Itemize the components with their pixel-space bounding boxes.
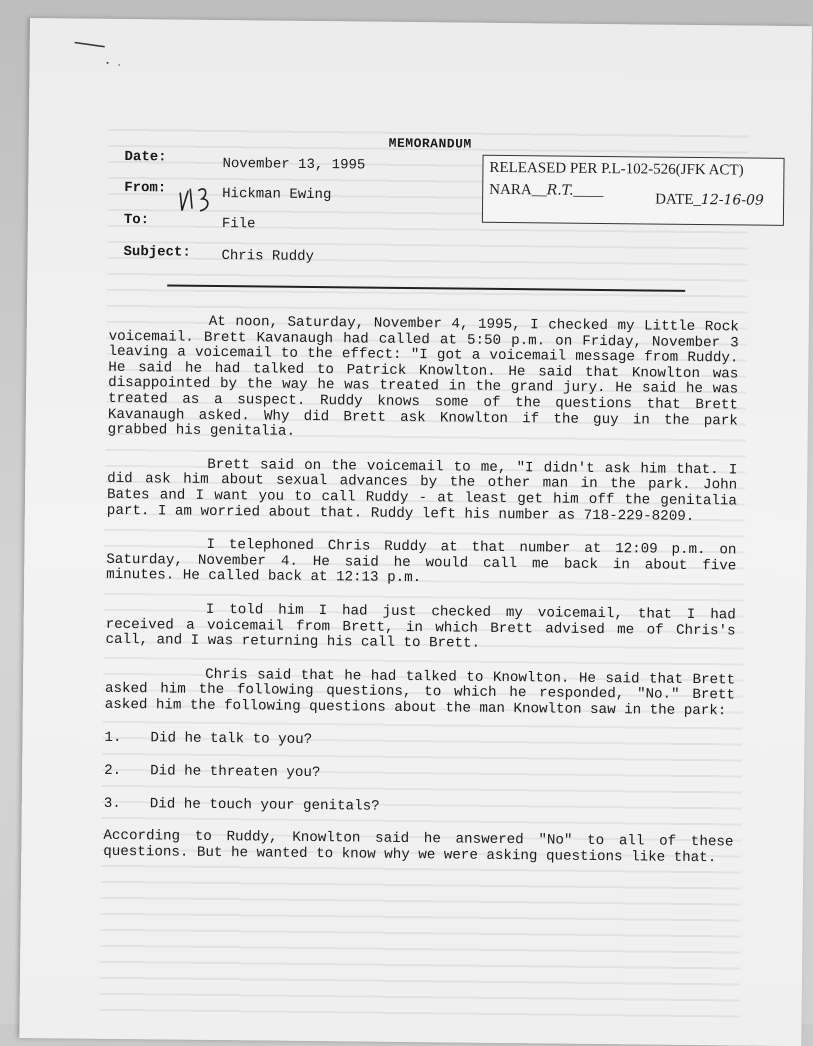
from-label: From: (124, 179, 167, 197)
date-label: Date: (124, 148, 167, 166)
paragraph-4: I told him I had just checked my voicemail, that I had received a voicemail from Brett, in which Brett advised me of Chris's call, and I was returning his call to Brett. (105, 601, 736, 652)
from-value: Hickman Ewing (222, 186, 332, 204)
stamp-date-line: DATE_12-16-09 (655, 191, 764, 209)
paragraph-1: At noon, Saturday, November 4, 1995, I checked my Little Rock voicemail. Brett Kavanaugh had called at 5:50 p.m. on Friday, November 3 leaving a voicemail to the effect: "I got a voicemail message from Ruddy. He said he had talked to Patrick Knowlton. He said that Knowlton was disappointed by the way he was treated in the grand jury. He said he was treated as a suspect. Ruddy knows some of the questions that Brett Kavanaugh asked. Why did Brett ask Knowlton if the guy in the park grabbed his genitalia. (107, 313, 739, 440)
stamp-nara-initials: R.T. (546, 182, 574, 199)
memo-page (19, 18, 812, 1046)
pencil-mark-icon (69, 38, 119, 69)
memo-title: MEMORANDUM (388, 135, 472, 152)
to-label: To: (123, 211, 150, 229)
paragraph-2: Brett said on the voicemail to me, "I didn't ask him that. I did ask him about sexual advances by the other man in the park. John Bates and I want you to call Ruddy - at least get him off the genitalia part. I am worried about that. Ruddy left his number as 718-229-8209. (106, 456, 738, 525)
subject-label: Subject: (123, 243, 191, 261)
list-item: 1. Did he talk to you? (104, 730, 313, 749)
stamp-nara-line: NARA__R.T.____ (489, 181, 604, 200)
subject-value: Chris Ruddy (221, 248, 315, 265)
release-stamp (482, 155, 785, 226)
handwritten-initials-icon (176, 185, 220, 215)
date-value: November 13, 1995 (222, 156, 366, 174)
stamp-nara-label: NARA (489, 181, 532, 199)
to-value: File (221, 216, 256, 233)
header-divider (167, 284, 685, 291)
paragraph-6: According to Ruddy, Knowlton said he answered "No" to all of these questions. But he wanted to know why we were asking questions like that. (103, 828, 734, 867)
list-item: 3. Did he touch your genitals? (103, 795, 380, 815)
stamp-release-line: RELEASED PER P.L-102-526(JFK ACT) (489, 159, 744, 179)
stamp-date-value: 12-16-09 (700, 192, 764, 209)
stamp-date-label: DATE (655, 191, 694, 208)
paragraph-3: I telephoned Chris Ruddy at that number at 12:09 p.m. on Saturday, November 4. He said he would call me back in about five minutes. He called back at 12:13 p.m. (106, 537, 737, 587)
list-item: 2. Did he threaten you? (104, 762, 321, 782)
paragraph-5: Chris said that he had talked to Knowlton. He said that Brett asked him the following questions, to which he responded, "No." Brett asked him the following questions about the man Knowlton saw in the park: (104, 666, 736, 720)
memo-body (103, 314, 739, 867)
